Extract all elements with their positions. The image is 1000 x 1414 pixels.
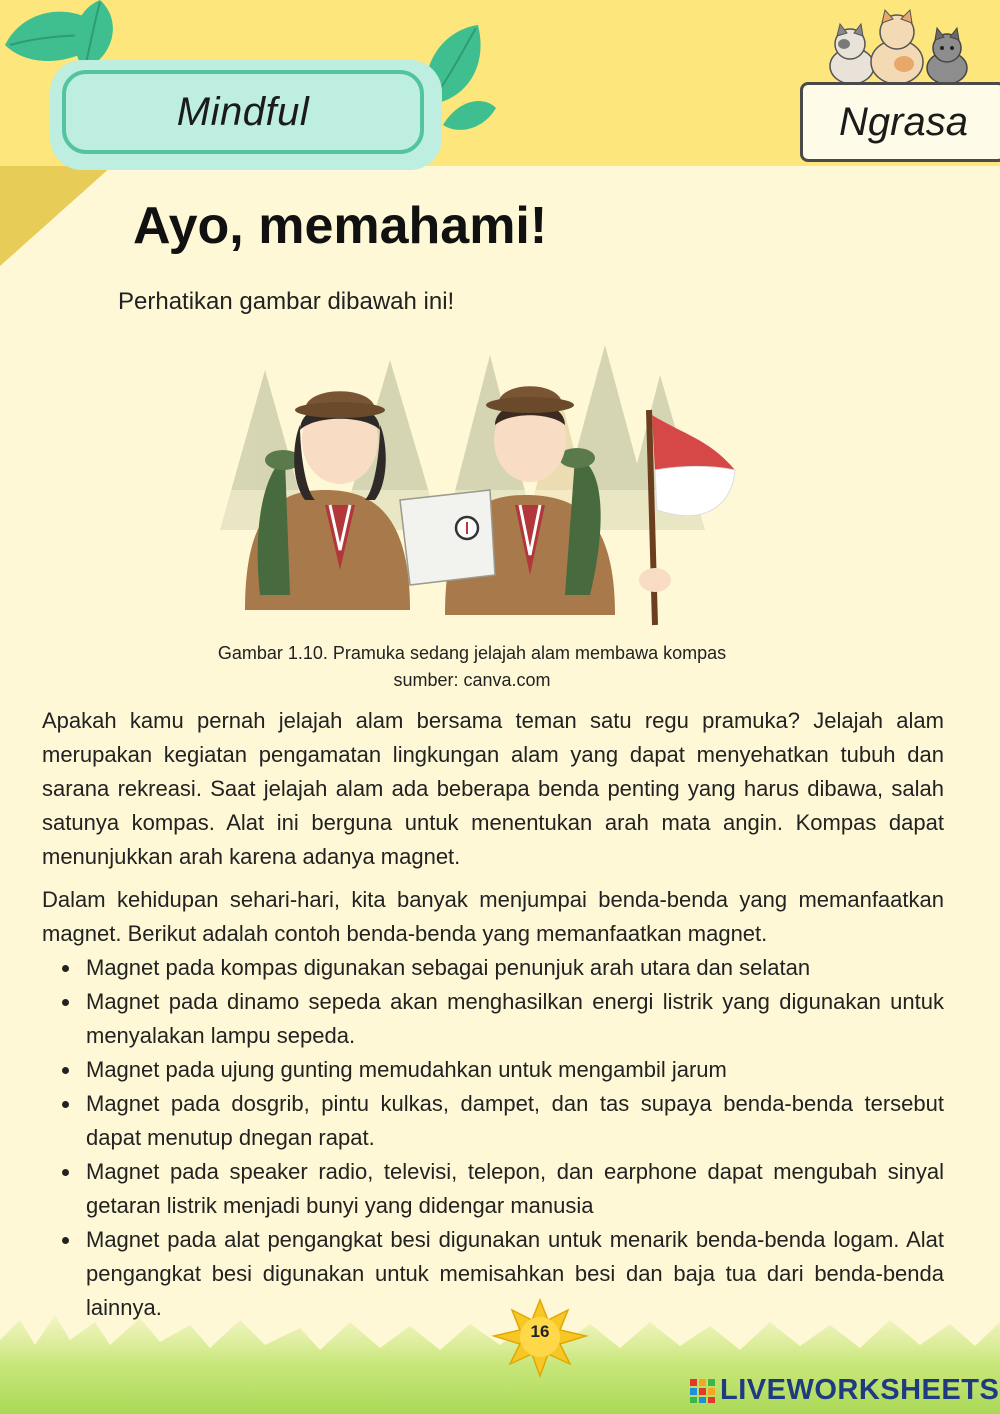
list-item: Magnet pada speaker radio, televisi, telepon, dan earphone dapat mengubah sinyal getaran listrik menjadi bunyi yang didengar manusia	[86, 1155, 944, 1223]
cats-icon	[822, 6, 982, 88]
scouts-illustration	[205, 340, 745, 630]
mindful-label: Mindful	[176, 89, 310, 134]
list-item: Magnet pada alat pengangkat besi digunakan untuk menarik benda-benda logam. Alat pengangkat besi digunakan untuk memisahkan besi dan baja tua dari benda-benda lainnya.	[86, 1223, 944, 1325]
magnet-examples-list	[86, 951, 944, 1325]
list-item: Magnet pada dosgrib, pintu kulkas, dampet, dan tas supaya benda-benda tersebut dapat menutup dnegan rapat.	[86, 1087, 944, 1155]
paragraph: Apakah kamu pernah jelajah alam bersama teman satu regu pramuka? Jelajah alam merupakan kegiatan pengamatan lingkungan alam yang dapat menyehatkan tubuh dan sarana rekreasi. Saat jelajah alam ada beberapa benda penting yang harus dibawa, salah satunya kompas. Alat ini berguna untuk menentukan arah mata angin. Kompas dapat menunjukkan arah karena adanya magnet.	[42, 708, 944, 869]
figure-source: sumber: canva.com	[393, 670, 551, 690]
corner-triangle	[0, 166, 112, 266]
list-item: Magnet pada dinamo sepeda akan menghasilkan energi listrik yang digunakan untuk menyalakan lampu sepeda.	[86, 985, 944, 1053]
list-item: Magnet pada kompas digunakan sebagai penunjuk arah utara dan selatan	[86, 951, 944, 985]
figure-caption: Gambar 1.10. Pramuka sedang jelajah alam membawa kompas	[217, 643, 727, 663]
paragraph: Dalam kehidupan sehari-hari, kita banyak menjumpai benda-benda yang memanfaatkan magnet. Berikut adalah contoh benda-benda yang memanfaatkan magnet.	[42, 887, 944, 946]
page-number: 16	[530, 1322, 550, 1341]
liveworksheets-icon	[690, 1379, 716, 1403]
ngrasa-label: Ngrasa	[839, 99, 968, 144]
ngrasa-tab	[800, 82, 1000, 162]
mindful-tab	[62, 70, 424, 154]
page-title: Ayo, memahami!	[133, 197, 548, 255]
brand-name: LIVEWORKSHEETS	[720, 1374, 1000, 1406]
intro-text: Perhatikan gambar dibawah ini!	[118, 288, 455, 315]
list-item: Magnet pada ujung gunting memudahkan untuk mengambil jarum	[86, 1053, 944, 1087]
liveworksheets-logo	[690, 1374, 999, 1407]
